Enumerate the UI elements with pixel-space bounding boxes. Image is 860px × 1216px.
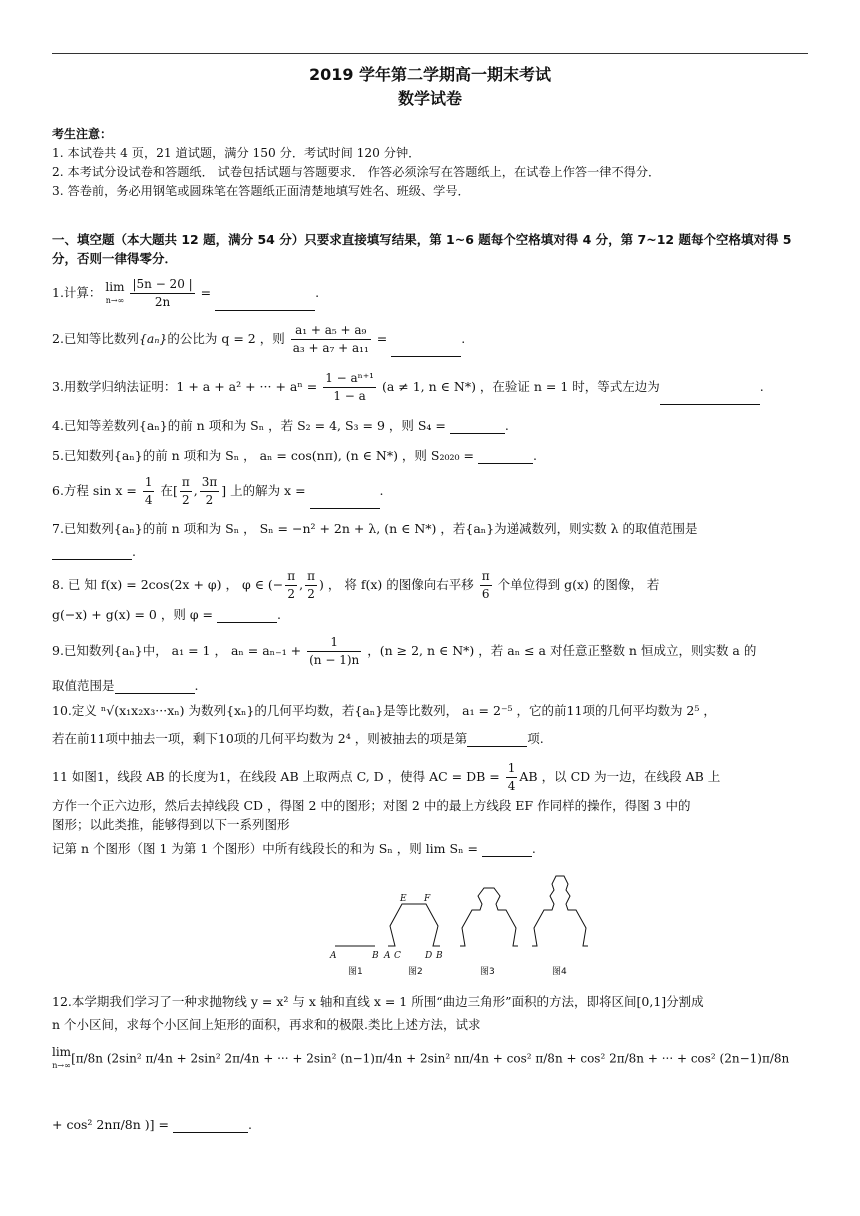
question-3: 3.用数学归纳法证明：1 + a + a² + ··· + aⁿ = $\frac{\text{1 − aⁿ⁺¹}}{1 - a}$ (a ≠ 1, n ∈ N*) ，在验证 n = 1 时，等式左边为 . (52, 371, 764, 403)
question-7-answer: . (52, 543, 808, 560)
note-item-2: 2. 本考试分设试卷和答题纸． 试卷包括试题与答题要求． 作答必须涂写在答题纸上，在试卷上作答一律不得分． (52, 165, 661, 179)
fig2-hexagon (388, 904, 440, 946)
question-11-line-4: 记第 n 个图形（图 1 为第 1 个图形）中所有线段长的和为 Sₙ ，则 lim Sₙ = . (52, 841, 536, 856)
question-8-line-2: g(−x) + g(x) = 0 ，则 φ = . (52, 607, 281, 622)
fig-label: B (372, 951, 379, 961)
answer-blank (482, 856, 532, 857)
question-12-expression: lim n→∞ [π/8n (2sin² π/4n + 2sin² 2π/4n + ··· + 2sin² (n−1)π/4n + 2sin² nπ/4n + cos² π/8n + cos² 2π/8n + ··· + cos² (2n−1)π/8n (52, 1045, 790, 1070)
fig-label: B (436, 951, 443, 961)
answer-blank (52, 559, 132, 560)
question-6: 6.方程 sin x = $\frac{1}{4}$ 在[ $\frac{\pi}{2}$ , $\frac{3\pi}{2}$ ] 上的解为 x = . (52, 475, 384, 507)
question-5: 5.已知数列{aₙ}的前 n 项和为 Sₙ ， aₙ = cos(nπ), (n ∈ N*) ，则 S₂₀₂₀ = . (52, 448, 537, 463)
limit-operator: lim n→∞ (105, 279, 125, 305)
fig4-shape (532, 876, 588, 946)
answer-blank (478, 463, 533, 464)
answer-blank (115, 693, 195, 694)
question-1: 1.计算： lim n→∞ $\frac{|5n - 20 |}{2n}$ = . (52, 277, 320, 309)
question-9-line-1: 9.已知数列{aₙ}中， a₁ = 1 ， aₙ = aₙ₋₁ + $\frac{1}{(n - 1)n}$ ，(n ≥ 2, n ∈ N*) ，若 aₙ ≤ a 对任意正整数 n 恒成立，则实数 a 的 (52, 635, 757, 667)
question-4: 4.已知等差数列{aₙ}的前 n 项和为 Sₙ ，若 S₂ = 4, S₃ = 9 ，则 S₄ = . (52, 418, 509, 433)
fig-caption: 图1 (348, 967, 363, 977)
question-12-line-2: n 个小区间，求每个小区间上矩形的面积，再求和的极限.类比上述方法，试求 (52, 1017, 481, 1032)
question-11-line-2: 方作一个正六边形，然后去掉线段 CD ，得图 2 中的图形；对图 2 中的最上方线段 EF 作同样的操作，得图 3 中的 (52, 798, 691, 813)
top-rule (52, 53, 808, 54)
fig-label: C (394, 951, 401, 961)
fig-label: F (424, 894, 431, 904)
question-8-line-1: 8. 已 知 f(x) = 2cos(2x + φ) ， φ ∈ (− $\frac{\pi}{2}$ , $\frac{\pi}{2}$ ) ， 将 f(x) 的图像向右平移 $\frac{\pi}{6}$ 个单位得到 g(x) 的图像， 若 (52, 569, 660, 601)
answer-blank (310, 508, 380, 509)
question-10-line-1: 10.定义 ⁿ√(x₁x₂x₃···xₙ) 为数列{xₙ}的几何平均数，若{aₙ}是等比数列， a₁ = 2⁻⁵ ，它的前11项的几何平均数为 2⁵ ， (52, 703, 716, 718)
fig-caption: 图3 (480, 967, 495, 977)
answer-blank (467, 746, 527, 747)
question-9-line-2: 取值范围是 . (52, 678, 199, 693)
note-item-3: 3. 答卷前，务必用钢笔或圆珠笔在答题纸正面清楚地填写姓名、班级、学号． (52, 184, 470, 198)
answer-blank (217, 622, 277, 623)
question-7: 7.已知数列{aₙ}的前 n 项和为 Sₙ ， Sₙ = −n² + 2n + λ, (n ∈ N*) ，若{aₙ}为递减数列，则实数 λ 的取值范围是 (52, 521, 698, 536)
question-12-line-1: 12.本学期我们学习了一种求抛物线 y = x² 与 x 轴和直线 x = 1 所围“曲边三角形”面积的方法，即将区间[0,1]分割成 (52, 994, 704, 1009)
exam-title: 2019 学年第二学期高一期末考试 (308, 65, 552, 84)
fig-label: A (384, 951, 391, 961)
exam-subtitle: 数学试卷 (397, 89, 462, 108)
answer-blank (391, 356, 461, 357)
fig-caption: 图4 (552, 967, 567, 977)
fig-caption: 图2 (408, 967, 423, 977)
fig-label: A (330, 951, 337, 961)
fig-label: E (400, 894, 407, 904)
note-item-1: 1. 本试卷共 4 页，21 道试题，满分 150 分．考试时间 120 分钟． (52, 146, 421, 160)
question-10-line-2: 若在前11项中抽去一项，剩下10项的几何平均数为 2⁴ ，则被抽去的项是第 项. (52, 731, 544, 746)
question-11-line-3: 图形；以此类推，能够得到以下一系列图形 (52, 817, 290, 832)
fig-label: D (425, 951, 433, 961)
question-12-line-4: + cos² 2nπ/8n )] = . (52, 1117, 252, 1132)
answer-blank (450, 433, 505, 434)
question-2: 2.已知等比数列{aₙ}的公比为 q = 2 ，则 $\frac{\text{a₁ + a₅ + a₉}}{\text{a₃ + a₇ + a₁₁}}$ = . (52, 323, 466, 355)
fractal-figure (320, 868, 620, 988)
fig3-shape (460, 888, 518, 946)
answer-blank (660, 404, 760, 405)
answer-blank (215, 310, 315, 311)
question-11-line-1: 11 如图1，线段 AB 的长度为1，在线段 AB 上取两点 C, D ，使得 AC = DB = $\frac{1}{4}$ AB ，以 CD 为一边，在线段 AB 上 (52, 761, 721, 793)
answer-blank (173, 1132, 248, 1133)
section-1-heading: 一、填空题（本大题共 12 题，满分 54 分）只要求直接填写结果，第 1~6 题每个空格填对得 4 分，第 7~12 题每个空格填对得 5 分，否则一律得零分． (52, 232, 792, 266)
notes-heading: 考生注意： (52, 127, 113, 141)
